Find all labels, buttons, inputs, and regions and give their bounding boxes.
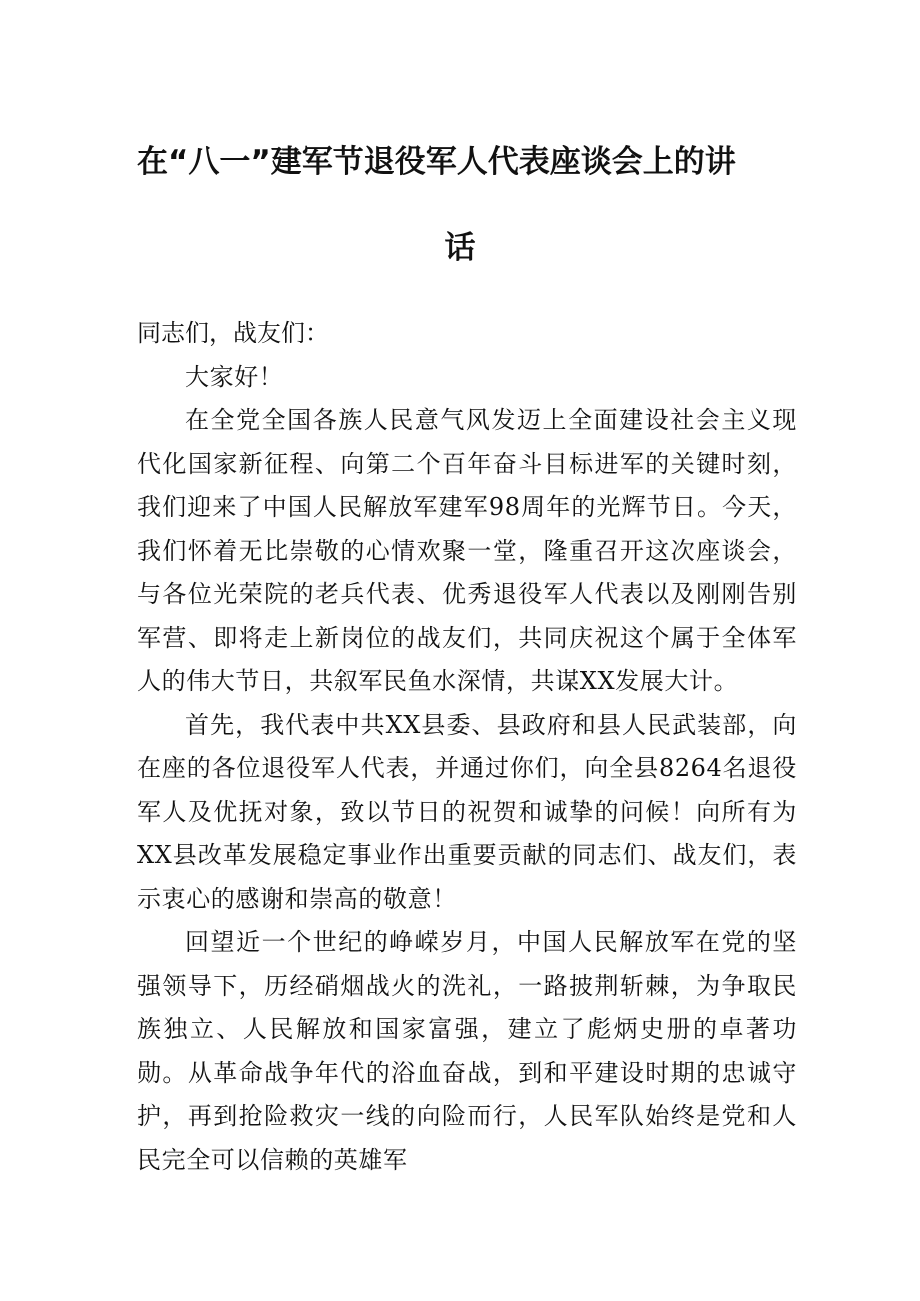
paragraph-opening: 在全党全国各族人民意气风发迈上全面建设社会主义现代化国家新征程、向第二个百年奋斗目标进军的关键时刻，我们迎来了中国人民解放军建军98周年的光辉节日。今天，我们怀着无比崇敬的心情欢聚一堂，隆重召开这次座谈会，与各位光荣院的老兵代表、优秀退役军人代表以及刚刚告别军营、即将走上新岗位的战友们，共同庆祝这个属于全体军人的伟大节日，共叙军民鱼水深情，共谋XX发展大计。 [137, 406, 797, 695]
salutation: 同志们，战友们： [137, 319, 329, 347]
paragraph-history: 回望近一个世纪的峥嵘岁月，中国人民解放军在党的坚强领导下，历经硝烟战火的洗礼，一路披荆斩棘，为争取民族独立、人民解放和国家富强，建立了彪炳史册的卓著功勋。从革命战争年代的浴血奋战，到和平建设时期的忠诚守护，再到抢险救灾一线的向险而行，人民军队始终是党和人民完全可以信赖的英雄军 [137, 928, 797, 1174]
paragraph-greeting: 大家好！ [185, 362, 284, 391]
paragraph-greetings-thanks: 首先，我代表中共XX县委、县政府和县人民武装部，向在座的各位退役军人代表，并通过你们，向全县8264名退役军人及优抚对象，致以节日的祝贺和诚挚的问候！向所有为XX县改革发展稳定事业作出重要贡献的同志们、战友们，表示衷心的感谢和崇高的敬意！ [137, 710, 797, 913]
document-title-line1: 在“八一”建军节退役军人代表座谈会上的讲 [137, 144, 736, 180]
document-body [137, 312, 797, 1182]
document-title-line2: 话 [444, 230, 476, 266]
